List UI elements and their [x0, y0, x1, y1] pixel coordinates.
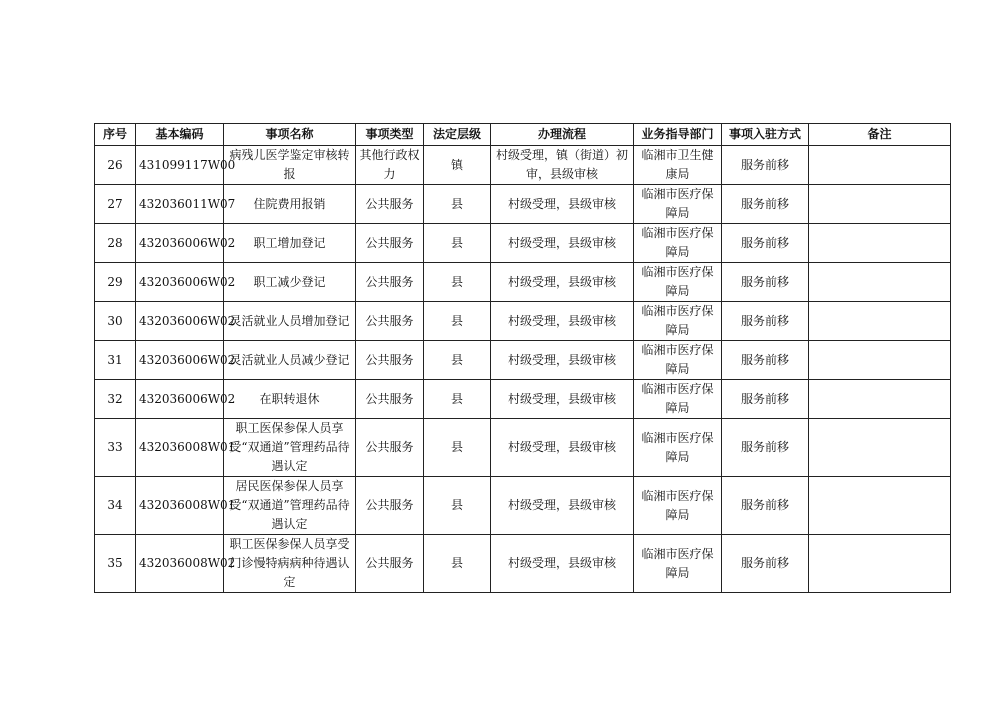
cell-code: 432036006W02 [136, 263, 224, 302]
cell-type: 公共服务 [356, 263, 424, 302]
table-row [95, 302, 951, 341]
cell-dept: 临湘市医疗保障局 [634, 302, 722, 341]
cell-type: 公共服务 [356, 341, 424, 380]
cell-note [809, 146, 951, 185]
cell-code: 431099117W00 [136, 146, 224, 185]
header-row [95, 124, 951, 146]
cell-note [809, 185, 951, 224]
cell-type: 公共服务 [356, 419, 424, 477]
cell-name: 住院费用报销 [224, 185, 356, 224]
header-cell: 备注 [809, 124, 951, 146]
cell-no: 30 [95, 302, 136, 341]
table-row [95, 419, 951, 477]
cell-no: 28 [95, 224, 136, 263]
cell-mode: 服务前移 [722, 302, 809, 341]
cell-type: 公共服务 [356, 380, 424, 419]
cell-process: 村级受理，县级审核 [491, 185, 634, 224]
cell-no: 29 [95, 263, 136, 302]
cell-mode: 服务前移 [722, 185, 809, 224]
cell-code: 432036008W02 [136, 535, 224, 593]
cell-process: 村级受理，县级审核 [491, 302, 634, 341]
table-row [95, 146, 951, 185]
header-cell: 事项入驻方式 [722, 124, 809, 146]
table-row [95, 380, 951, 419]
cell-code: 432036008W01 [136, 419, 224, 477]
header-cell: 法定层级 [424, 124, 491, 146]
cell-level: 县 [424, 185, 491, 224]
cell-code: 432036006W02 [136, 302, 224, 341]
cell-mode: 服务前移 [722, 535, 809, 593]
table-row [95, 477, 951, 535]
header-cell: 基本编码 [136, 124, 224, 146]
cell-no: 26 [95, 146, 136, 185]
cell-level: 县 [424, 302, 491, 341]
cell-mode: 服务前移 [722, 146, 809, 185]
cell-code: 432036006W02 [136, 224, 224, 263]
cell-dept: 临湘市卫生健康局 [634, 146, 722, 185]
cell-process: 村级受理，县级审核 [491, 263, 634, 302]
cell-note [809, 224, 951, 263]
cell-no: 34 [95, 477, 136, 535]
cell-dept: 临湘市医疗保障局 [634, 341, 722, 380]
cell-name: 灵活就业人员减少登记 [224, 341, 356, 380]
cell-note [809, 380, 951, 419]
cell-note [809, 477, 951, 535]
table-row [95, 224, 951, 263]
cell-note [809, 419, 951, 477]
cell-type: 公共服务 [356, 185, 424, 224]
cell-level: 县 [424, 535, 491, 593]
cell-dept: 临湘市医疗保障局 [634, 185, 722, 224]
cell-dept: 临湘市医疗保障局 [634, 380, 722, 419]
cell-mode: 服务前移 [722, 477, 809, 535]
cell-process: 村级受理，县级审核 [491, 341, 634, 380]
cell-type: 其他行政权力 [356, 146, 424, 185]
cell-note [809, 341, 951, 380]
cell-level: 县 [424, 477, 491, 535]
cell-no: 27 [95, 185, 136, 224]
header-cell: 序号 [95, 124, 136, 146]
cell-name: 灵活就业人员增加登记 [224, 302, 356, 341]
cell-level: 县 [424, 341, 491, 380]
cell-process: 村级受理，县级审核 [491, 419, 634, 477]
table-row [95, 185, 951, 224]
cell-type: 公共服务 [356, 224, 424, 263]
cell-type: 公共服务 [356, 477, 424, 535]
header-cell: 业务指导部门 [634, 124, 722, 146]
cell-dept: 临湘市医疗保障局 [634, 419, 722, 477]
cell-no: 32 [95, 380, 136, 419]
cell-process: 村级受理，县级审核 [491, 224, 634, 263]
cell-name: 职工医保参保人员享受“双通道”管理药品待遇认定 [224, 419, 356, 477]
cell-note [809, 535, 951, 593]
cell-code: 432036011W07 [136, 185, 224, 224]
cell-note [809, 263, 951, 302]
table-row [95, 535, 951, 593]
cell-process: 村级受理，县级审核 [491, 477, 634, 535]
cell-name: 在职转退休 [224, 380, 356, 419]
cell-mode: 服务前移 [722, 263, 809, 302]
table-row [95, 263, 951, 302]
cell-code: 432036006W02 [136, 380, 224, 419]
cell-mode: 服务前移 [722, 224, 809, 263]
cell-no: 33 [95, 419, 136, 477]
cell-dept: 临湘市医疗保障局 [634, 224, 722, 263]
cell-mode: 服务前移 [722, 380, 809, 419]
cell-level: 县 [424, 224, 491, 263]
cell-process: 村级受理，县级审核 [491, 535, 634, 593]
cell-no: 31 [95, 341, 136, 380]
cell-mode: 服务前移 [722, 341, 809, 380]
cell-level: 县 [424, 380, 491, 419]
matters-table [94, 123, 951, 593]
cell-no: 35 [95, 535, 136, 593]
cell-level: 县 [424, 419, 491, 477]
cell-note [809, 302, 951, 341]
header-cell: 事项名称 [224, 124, 356, 146]
cell-code: 432036006W02 [136, 341, 224, 380]
cell-dept: 临湘市医疗保障局 [634, 535, 722, 593]
cell-code: 432036008W01 [136, 477, 224, 535]
cell-name: 职工增加登记 [224, 224, 356, 263]
cell-mode: 服务前移 [722, 419, 809, 477]
cell-type: 公共服务 [356, 535, 424, 593]
table-row [95, 341, 951, 380]
header-cell: 办理流程 [491, 124, 634, 146]
cell-name: 职工医保参保人员享受门诊慢特病病种待遇认定 [224, 535, 356, 593]
cell-level: 镇 [424, 146, 491, 185]
cell-name: 职工减少登记 [224, 263, 356, 302]
cell-dept: 临湘市医疗保障局 [634, 477, 722, 535]
cell-name: 病残儿医学鉴定审核转报 [224, 146, 356, 185]
cell-type: 公共服务 [356, 302, 424, 341]
cell-level: 县 [424, 263, 491, 302]
cell-dept: 临湘市医疗保障局 [634, 263, 722, 302]
cell-process: 村级受理，县级审核 [491, 380, 634, 419]
cell-process: 村级受理，镇（街道）初审，县级审核 [491, 146, 634, 185]
cell-name: 居民医保参保人员享受“双通道”管理药品待遇认定 [224, 477, 356, 535]
header-cell: 事项类型 [356, 124, 424, 146]
